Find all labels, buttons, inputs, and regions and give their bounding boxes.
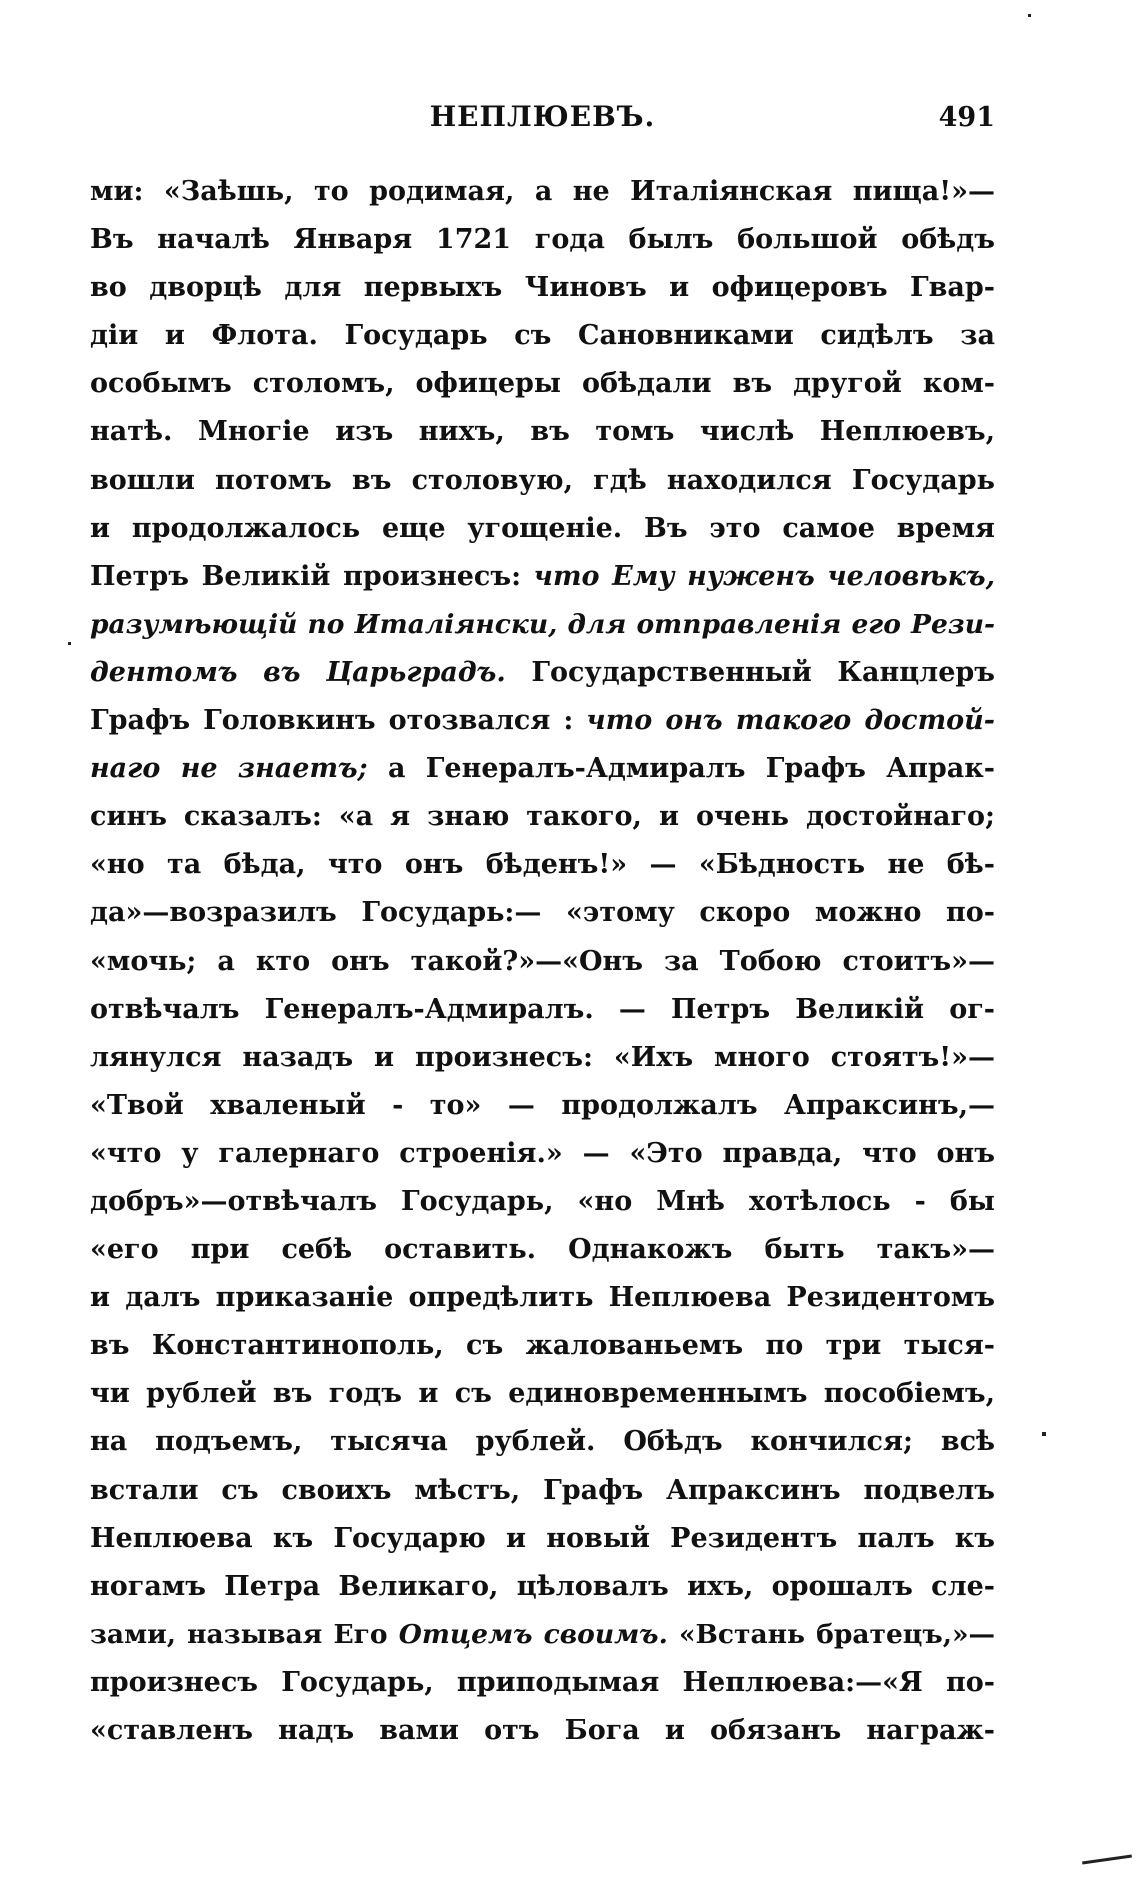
text-segment: и продолжалось еще угощеніе. Въ это самое время [90, 512, 995, 544]
italic-text: разумѣющій по Италіянски, для отправленія его Рези- [90, 608, 995, 640]
text-segment: лянулся назадъ и произнесъ: «Ихъ много стоятъ!»— [90, 1041, 995, 1073]
italic-text: дентомъ въ Царьградъ. [90, 656, 506, 688]
body-text [90, 168, 995, 1755]
text-segment: на подъемъ, тысяча рублей. Обѣдъ кончился; всѣ [90, 1426, 995, 1458]
text-segment: добръ»—отвѣчалъ Государь, «но Мнѣ хотѣлось - бы [90, 1185, 995, 1217]
italic-text: что онъ такого достой- [586, 705, 995, 737]
text-line [90, 1322, 995, 1370]
text-line [90, 745, 995, 793]
text-line [90, 312, 995, 360]
text-line [90, 408, 995, 456]
text-line [90, 1178, 995, 1226]
page-number: 491 [938, 102, 995, 133]
text-segment: зами, называя Его [90, 1618, 399, 1650]
text-line [90, 649, 995, 697]
text-line [90, 1707, 995, 1755]
text-line [90, 1659, 995, 1707]
scan-speck [1028, 14, 1031, 17]
text-segment: отвѣчалъ Генералъ-Адмиралъ. — Петръ Великій ог- [90, 993, 995, 1025]
text-line [90, 1034, 995, 1082]
text-segment: и далъ приказаніе опредѣлить Неплюева Резидентомъ [90, 1282, 995, 1314]
text-line [90, 697, 995, 745]
text-segment: Въ началѣ Января 1721 года былъ большой обѣдъ [90, 224, 995, 256]
text-line [90, 1082, 995, 1130]
text-segment: да»—возразилъ Государь:— «этому скоро можно по- [90, 897, 995, 929]
text-segment: «но та бѣда, что онъ бѣденъ!» — «Бѣдность не бѣ- [90, 849, 995, 881]
text-segment: Государственный Канцлеръ [505, 656, 995, 688]
text-segment: Петръ Великій произнесъ: [90, 560, 534, 592]
text-line [90, 168, 995, 216]
text-segment: «его при себѣ оставить. Однакожъ быть такъ»— [90, 1234, 995, 1266]
text-line [90, 889, 995, 937]
text-segment: «ставленъ надъ вами отъ Бога и обязанъ награж- [90, 1715, 995, 1746]
text-segment: особымъ столомъ, офицеры обѣдали въ другой ком- [90, 368, 995, 400]
text-line [90, 1467, 995, 1515]
running-title: НЕПЛЮЕВЪ. [429, 100, 656, 133]
text-segment: «Встань братецъ,»— [667, 1618, 995, 1650]
text-line [90, 1418, 995, 1466]
text-line [90, 1226, 995, 1274]
text-line [90, 553, 995, 601]
text-line [90, 793, 995, 841]
text-segment: Графъ Головкинъ отозвался : [90, 705, 587, 737]
page-header [90, 100, 995, 140]
text-segment: «что у галернаго строенія.» — «Это правда, что онъ [90, 1137, 995, 1169]
text-line [90, 1130, 995, 1178]
text-line [90, 1563, 995, 1611]
text-segment: а Генералъ-Адмиралъ Графъ Апрак- [367, 753, 995, 785]
text-segment: произнесъ Государь, приподымая Неплюева:—«Я по- [90, 1666, 995, 1698]
text-line [90, 264, 995, 312]
text-line [90, 1274, 995, 1322]
text-segment: синъ сказалъ: «а я знаю такого, и очень достойнаго; [90, 801, 995, 833]
text-segment: вошли потомъ въ столовую, гдѣ находился Государь [90, 464, 995, 496]
text-line [90, 1515, 995, 1563]
text-line [90, 505, 995, 553]
text-line [90, 986, 995, 1034]
text-segment: чи рублей въ годъ и съ единовременнымъ пособіемъ, [90, 1378, 995, 1410]
text-segment: ногамъ Петра Великаго, цѣловалъ ихъ, орошалъ сле- [90, 1570, 995, 1602]
scan-speck [68, 642, 71, 645]
text-segment: Неплюева къ Государю и новый Резидентъ палъ къ [90, 1522, 995, 1554]
italic-text: Отцемъ своимъ. [398, 1618, 668, 1650]
text-line [90, 601, 995, 649]
text-segment: въ Константинополь, съ жалованьемъ по три тыся- [90, 1330, 995, 1362]
text-line [90, 1370, 995, 1418]
text-line [90, 216, 995, 264]
text-segment: «мочь; а кто онъ такой?»—«Онъ за Тобою стоитъ»— [90, 945, 995, 977]
text-segment: ми: «Заѣшь, то родимая, а не Италіянская пища!»— [90, 176, 995, 207]
italic-text: что Ему нуженъ человѣкъ, [533, 560, 995, 592]
text-line [90, 360, 995, 408]
text-line [90, 1611, 995, 1659]
text-line [90, 841, 995, 889]
scan-speck [1082, 1855, 1132, 1865]
text-line [90, 457, 995, 505]
text-segment: натѣ. Многіе изъ нихъ, въ томъ числѣ Неплюевъ, [90, 416, 995, 448]
text-segment: діи и Флота. Государь съ Сановниками сидѣлъ за [90, 320, 995, 352]
italic-text: наго не знаетъ; [90, 753, 368, 785]
scan-speck [1042, 1432, 1046, 1436]
text-segment: встали съ своихъ мѣстъ, Графъ Апраксинъ подвелъ [90, 1474, 995, 1506]
text-line [90, 938, 995, 986]
text-segment: во дворцѣ для первыхъ Чиновъ и офицеровъ Гвар- [90, 272, 995, 304]
text-segment: «Твой хваленый - то» — продолжалъ Апраксинъ,— [90, 1089, 995, 1121]
